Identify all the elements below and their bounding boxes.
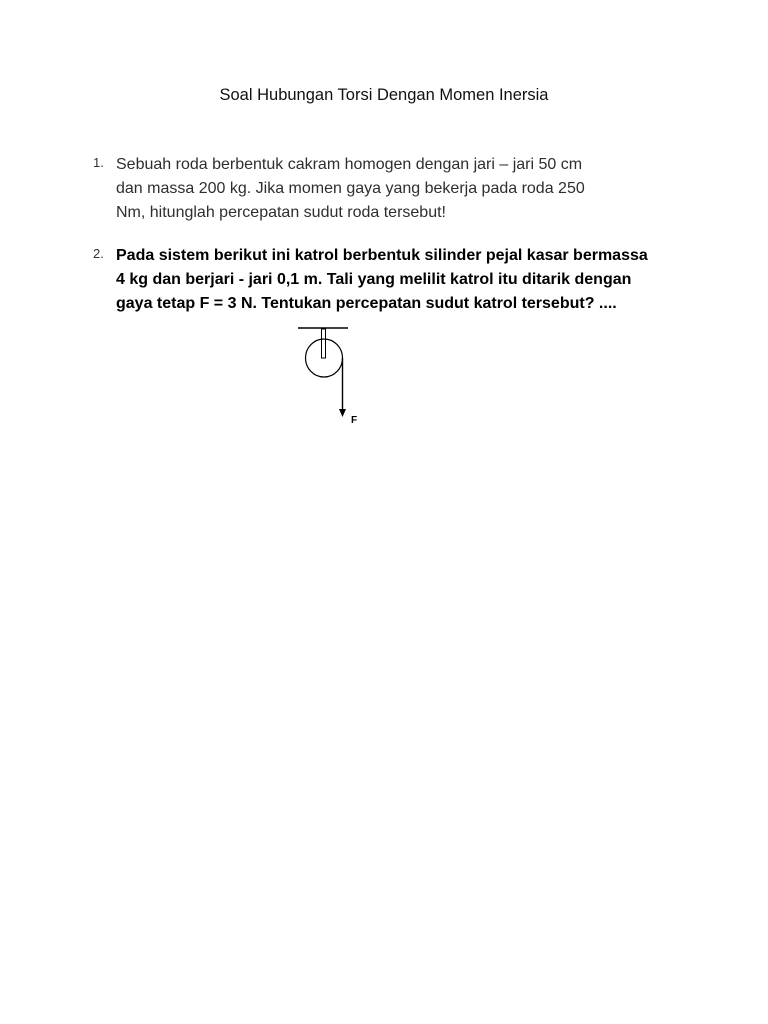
- pulley-support-rod: [322, 329, 326, 358]
- pulley-diagram: [290, 320, 370, 430]
- problem-1: [93, 153, 693, 225]
- page-title: Soal Hubungan Torsi Dengan Momen Inersia: [219, 86, 549, 104]
- problem-text-line: Sebuah roda berbentuk cakram homogen dengan jari – jari 50 cm: [116, 156, 583, 173]
- problem-number: 1.: [93, 155, 104, 170]
- problem-text-line: dan massa 200 kg. Jika momen gaya yang bekerja pada roda 250: [116, 180, 585, 197]
- problem-text-line: Nm, hitunglah percepatan sudut roda tersebut!: [116, 204, 446, 221]
- problem-text: [116, 153, 693, 225]
- problem-text-line: gaya tetap F = 3 N. Tentukan percepatan sudut katrol tersebut? ....: [116, 295, 617, 312]
- problem-text: [116, 244, 693, 316]
- problem-text-line: Pada sistem berikut ini katrol berbentuk silinder pejal kasar bermassa: [116, 247, 648, 264]
- force-arrow-head: [339, 409, 346, 417]
- pulley-diagram-svg: [290, 320, 370, 430]
- problem-number: 2.: [93, 246, 104, 261]
- problem-text-line: 4 kg dan berjari - jari 0,1 m. Tali yang melilit katrol itu ditarik dengan: [116, 271, 632, 288]
- force-label: F: [351, 415, 358, 426]
- problem-2: [93, 244, 693, 316]
